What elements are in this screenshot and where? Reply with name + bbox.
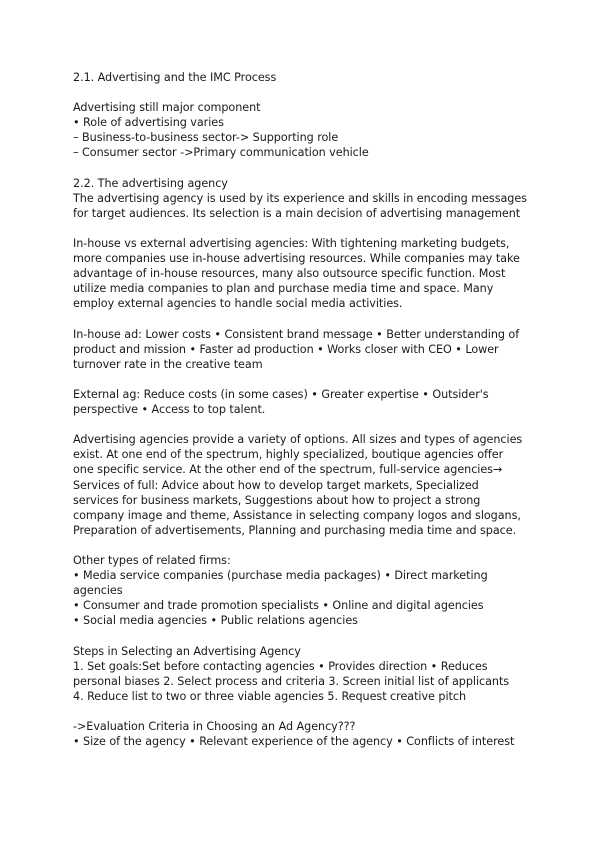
subheading-evaluation-criteria: ->Evaluation Criteria in Choosing an Ad Agency??? [73, 720, 356, 734]
paragraph-line: The advertising agency is used by its experience and skills in encoding messages [73, 191, 527, 205]
paragraph-line: product and mission • Faster ad production • Works closer with CEO • Lower [73, 342, 499, 356]
spacer [73, 312, 563, 327]
bullet-line: • Consumer and trade promotion specialists • Online and digital agencies [73, 599, 484, 613]
paragraph-line: External ag: Reduce costs (in some cases) • Greater expertise • Outsider's [73, 387, 489, 401]
paragraph-line: one specific service. At the other end of the spectrum, full-service agencies→ [73, 463, 503, 477]
paragraph-line: turnover rate in the creative team [73, 357, 263, 371]
paragraph-line: more companies use in-house advertising resources. While companies may take [73, 252, 520, 266]
bullet-line: • Media service companies (purchase media packages) • Direct marketing [73, 569, 488, 583]
paragraph-line: perspective • Access to top talent. [73, 403, 266, 417]
spacer [73, 628, 563, 643]
sub-bullet-line: – Consumer sector ->Primary communication vehicle [73, 146, 369, 160]
paragraph-line: utilize media companies to plan and purchase media time and space. Many [73, 282, 494, 296]
paragraph-line: Advertising agencies provide a variety of options. All sizes and types of agencies [73, 433, 523, 447]
paragraph-line: personal biases 2. Select process and criteria 3. Screen initial list of applicants [73, 674, 510, 688]
spacer [73, 85, 563, 100]
paragraph-line: Services of full: Advice about how to develop target markets, Specialized [73, 478, 479, 492]
spacer [73, 704, 563, 719]
paragraph-line: 1. Set goals:Set before contacting agencies • Provides direction • Reduces [73, 659, 488, 673]
spacer [73, 221, 563, 236]
subheading-steps: Steps in Selecting an Advertising Agency [73, 644, 301, 658]
section-heading-imc: 2.1. Advertising and the IMC Process [73, 71, 277, 84]
paragraph-line: In-house ad: Lower costs • Consistent brand message • Better understanding of [73, 327, 520, 341]
paragraph-line: In-house vs external advertising agencies: With tightening marketing budgets, [73, 237, 510, 251]
section-heading-agency: 2.2. The advertising agency [73, 176, 228, 190]
document-page [73, 70, 563, 749]
paragraph-line: services for business markets, Suggestions about how to project a strong [73, 493, 481, 507]
bullet-line: • Size of the agency • Relevant experience of the agency • Conflicts of interest [73, 735, 515, 749]
paragraph-line: Preparation of advertisements, Planning and purchasing media time and space. [73, 523, 517, 537]
bullet-line: • Social media agencies • Public relations agencies [73, 614, 358, 628]
spacer [73, 538, 563, 553]
paragraph-line: advantage of in-house resources, many also outsource specific function. Most [73, 267, 506, 281]
spacer [73, 161, 563, 176]
paragraph-line: 4. Reduce list to two or three viable agencies 5. Request creative pitch [73, 689, 466, 703]
paragraph-line: company image and theme, Assistance in selecting company logos and slogans, [73, 508, 521, 522]
bullet-line: • Role of advertising varies [73, 116, 224, 130]
paragraph-line: for target audiences. Its selection is a main decision of advertising management [73, 206, 521, 220]
subheading-related-firms: Other types of related firms: [73, 554, 231, 567]
sub-bullet-line: – Business-to-business sector-> Supporting role [73, 131, 339, 145]
paragraph-line: exist. At one end of the spectrum, highly specialized, boutique agencies offer [73, 448, 504, 462]
paragraph-line: agencies [73, 584, 123, 598]
spacer [73, 372, 563, 387]
spacer [73, 417, 563, 432]
subheading-advertising-component: Advertising still major component [73, 101, 261, 115]
paragraph-line: employ external agencies to handle social media activities. [73, 297, 403, 311]
